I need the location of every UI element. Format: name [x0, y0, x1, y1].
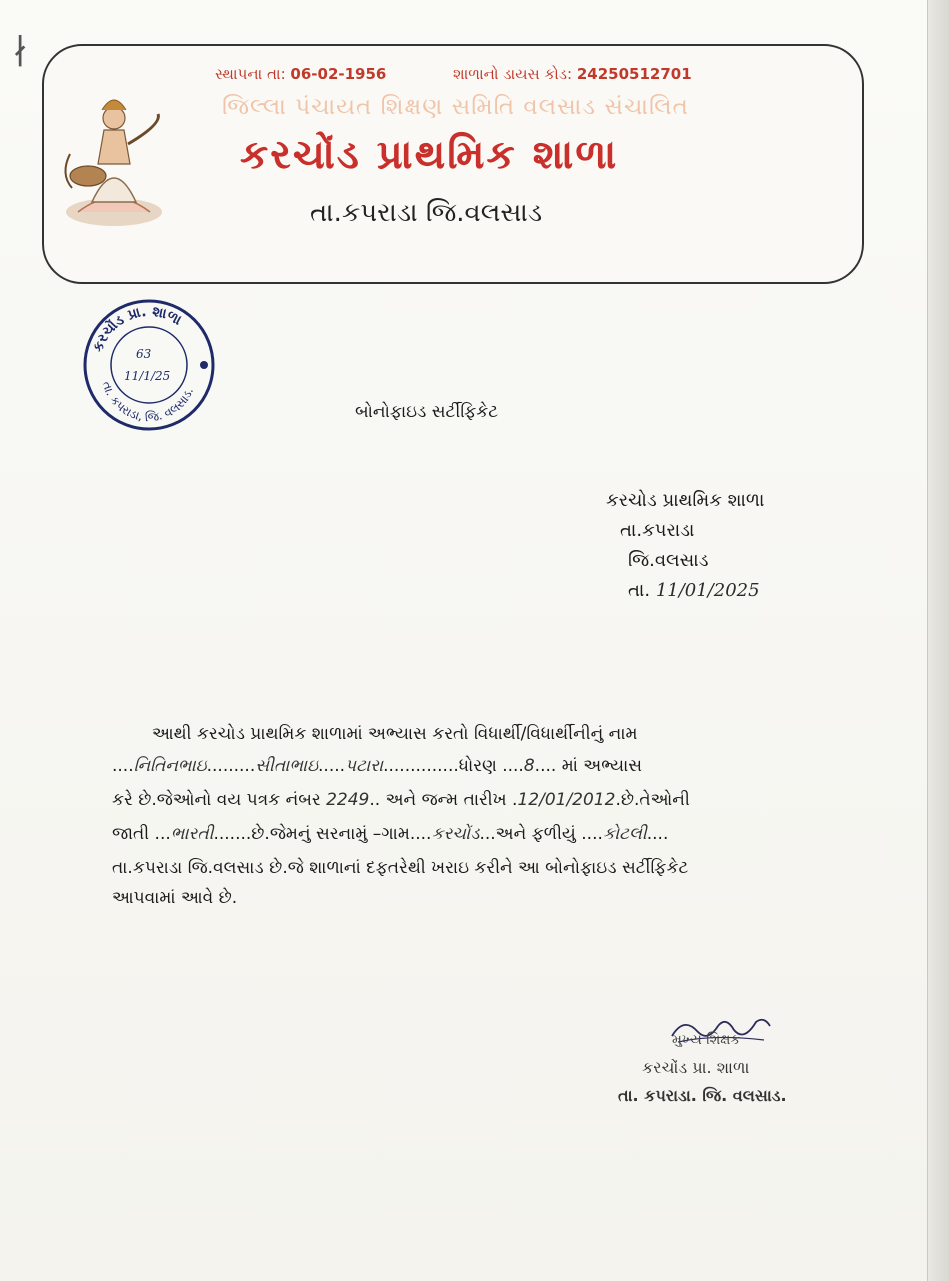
body-line-6: આપવામાં આવે છે. [112, 888, 238, 908]
line3-suffix: .છે.તેઓની [615, 790, 690, 810]
register-label: કરે છે.જેઓનો વય પત્રક નંબર [112, 790, 321, 810]
goddess-logo [58, 84, 170, 234]
address-school: કરચોડ પ્રાથમિક શાળા [606, 490, 765, 511]
corner-mark: ∤ [12, 32, 29, 72]
address-label: .......છે.જેમનું સરનામું –ગામ.... [213, 824, 432, 844]
establishment-line [215, 65, 775, 87]
faliyu-label: ...અને ફળીયું .... [479, 824, 603, 844]
school-name-title: કરચોંડ પ્રાથમિક શાળા [240, 132, 619, 178]
established-label: સ્થાપના તા: [215, 65, 286, 83]
paper-edge [927, 0, 949, 1281]
address-taluka: તા.કપરાડા [620, 520, 695, 541]
dise-label: શાળાનો ડાયસ કોડ: [453, 65, 573, 83]
caste-label: જાતી ... [112, 824, 171, 844]
body-line-4 [112, 824, 792, 844]
date-label: તા. [628, 580, 651, 601]
signature-role: મુખ્ય શિક્ષક [672, 1032, 741, 1048]
body-line-5: તા.કપરાડા જિ.વલસાડ છે.જે શાળાનાં દફતરેથી ખરાઇ કરીને આ બોનોફાઇડ સર્ટીફિકેટ [112, 858, 689, 878]
letterhead-subtitle: જિલ્લા પંચાયત શિક્ષણ સમિતિ વલસાડ સંચાલિત [222, 94, 689, 120]
signature-school: કરચોંડ પ્રા. શાળા [642, 1058, 750, 1077]
body-line-3 [112, 790, 792, 810]
surname: પટારા [345, 756, 384, 776]
dots: .... [646, 824, 669, 844]
dots: .... [112, 756, 134, 776]
established-date: 06-02-1956 [290, 65, 387, 83]
stamp-school-text: કરચોંડ પ્રા. શાળા [90, 303, 185, 355]
student-name: નિતિનભાઇ [133, 756, 207, 776]
body-line-1: આથી કરચોડ પ્રાથમિક શાળામાં અભ્યાસ કરતો વિધાર્થી/વિધાર્થીનીનું નામ [152, 724, 638, 744]
faliyu-value: કોટલી [602, 824, 647, 844]
birth-label: .. અને જન્મ તારીખ . [369, 790, 518, 810]
dise-code: 24250512701 [576, 65, 692, 83]
certificate-title: બોનોફાઇડ સર્ટીફિકેટ [355, 402, 499, 422]
standard-value: 8 [523, 756, 535, 776]
school-round-stamp [80, 296, 218, 434]
stamp-place-text: તા. કપરાડા, જિ. વલસાડ. [99, 379, 197, 425]
dots: ..... [318, 756, 346, 776]
register-number: 2249 [326, 790, 370, 810]
birth-date: 12/01/2012 [517, 790, 616, 810]
date-value: 11/01/2025 [655, 580, 760, 601]
faded-print-line [240, 250, 800, 264]
study-suffix: .... માં અભ્યાસ [534, 756, 643, 776]
signature-place: તા. કપરાડા. જિ. વલસાડ. [618, 1086, 787, 1105]
stamp-number: 63 [136, 347, 152, 361]
certificate-date [628, 580, 760, 601]
dots: ......... [206, 756, 256, 776]
caste-value: ભારતી [170, 824, 214, 844]
stamp-date: 11/1/25 [124, 369, 171, 383]
address-district: જિ.વલસાડ [628, 550, 709, 571]
father-name: સીતાભાઇ [255, 756, 319, 776]
standard-label: ..............ધોરણ .... [383, 756, 524, 776]
village-value: કરચોંડ [431, 824, 480, 844]
letterhead-taluka: તા.કપરાડા જિ.વલસાડ [310, 198, 543, 228]
body-line-2 [112, 756, 792, 776]
